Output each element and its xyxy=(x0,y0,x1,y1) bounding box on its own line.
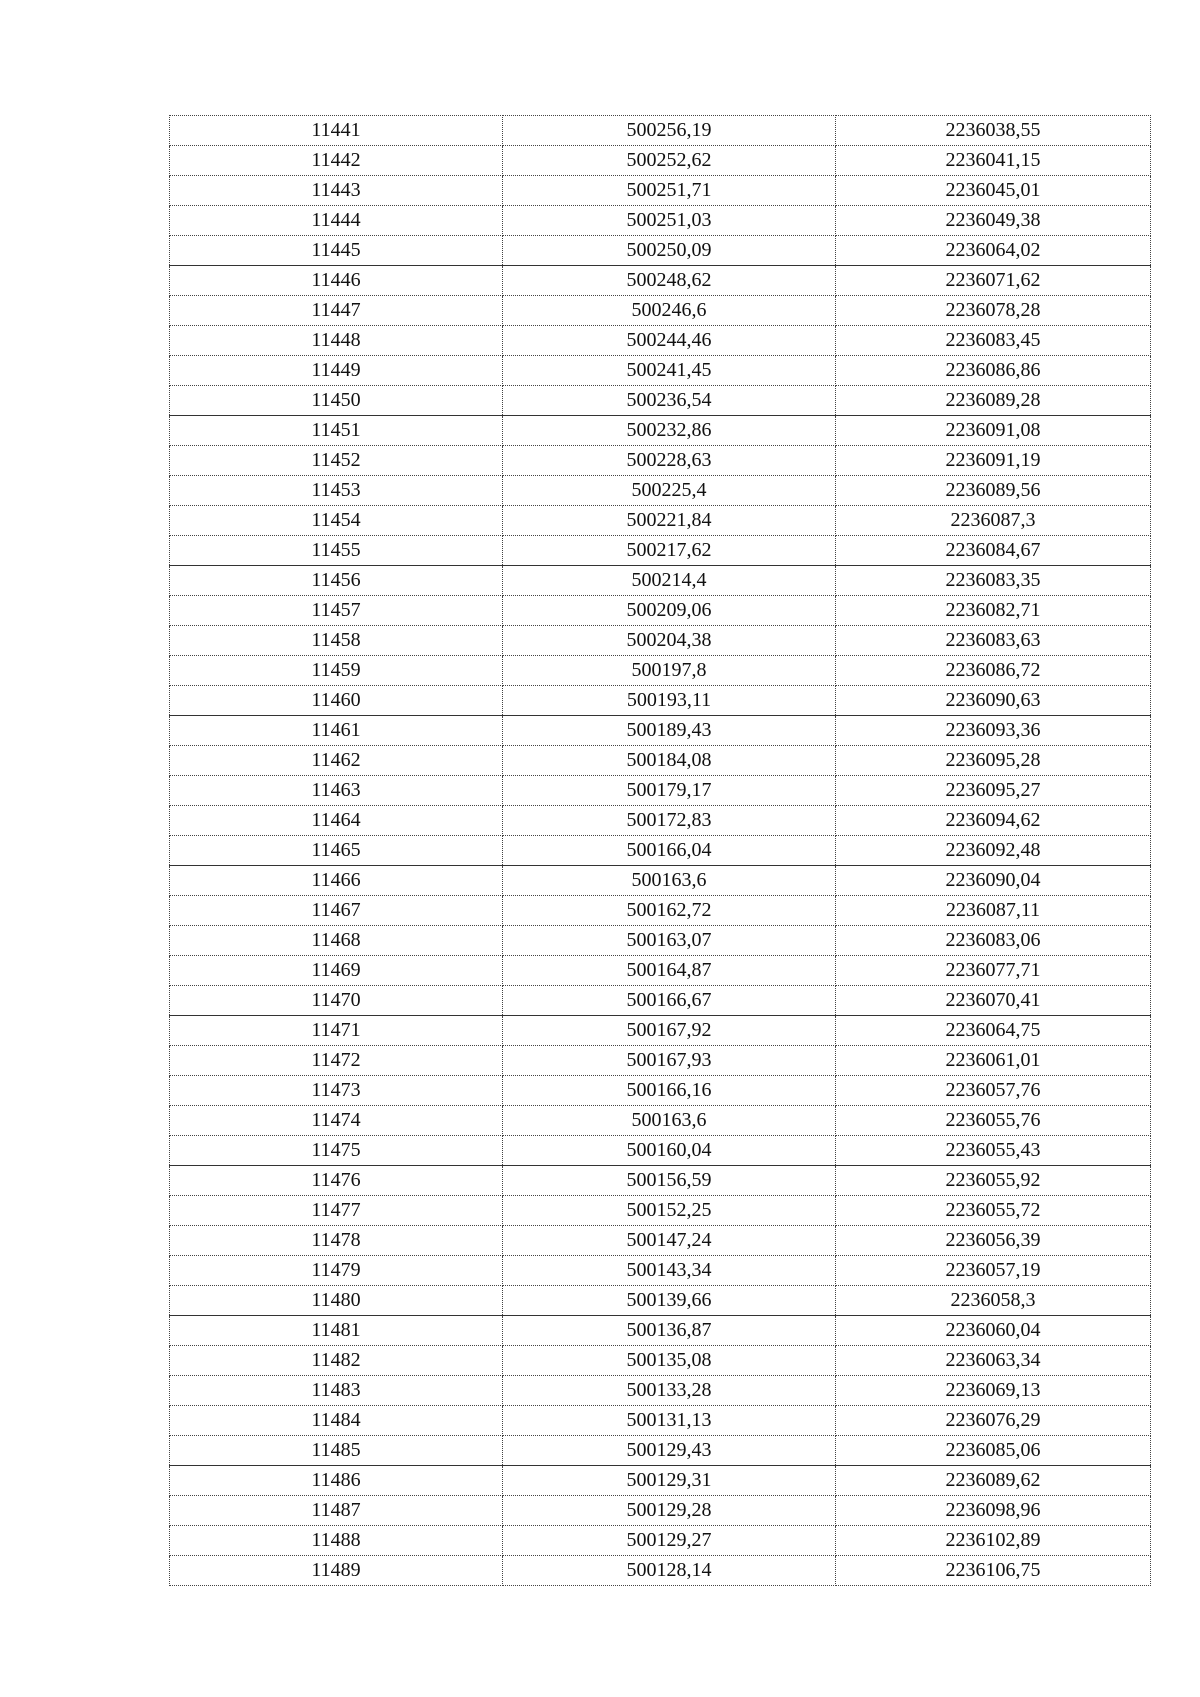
point-number-cell: 11479 xyxy=(170,1256,503,1286)
table-row xyxy=(170,176,1151,206)
y-coordinate-cell: 2236102,89 xyxy=(836,1526,1151,1556)
table-row xyxy=(170,746,1151,776)
point-number-cell: 11482 xyxy=(170,1346,503,1376)
y-coordinate-cell: 2236061,01 xyxy=(836,1046,1151,1076)
y-coordinate-cell: 2236064,02 xyxy=(836,236,1151,266)
point-number-cell: 11457 xyxy=(170,596,503,626)
table-row xyxy=(170,806,1151,836)
table-row xyxy=(170,146,1151,176)
x-coordinate-cell: 500166,67 xyxy=(503,986,836,1016)
point-number-cell: 11486 xyxy=(170,1466,503,1496)
y-coordinate-cell: 2236084,67 xyxy=(836,536,1151,566)
table-row xyxy=(170,866,1151,896)
table-row xyxy=(170,686,1151,716)
point-number-cell: 11483 xyxy=(170,1376,503,1406)
table-row xyxy=(170,596,1151,626)
y-coordinate-cell: 2236095,28 xyxy=(836,746,1151,776)
y-coordinate-cell: 2236089,56 xyxy=(836,476,1151,506)
y-coordinate-cell: 2236090,04 xyxy=(836,866,1151,896)
y-coordinate-cell: 2236087,3 xyxy=(836,506,1151,536)
table-row xyxy=(170,1466,1151,1496)
point-number-cell: 11485 xyxy=(170,1436,503,1466)
table-row xyxy=(170,326,1151,356)
x-coordinate-cell: 500204,38 xyxy=(503,626,836,656)
table-row xyxy=(170,1316,1151,1346)
x-coordinate-cell: 500152,25 xyxy=(503,1196,836,1226)
table-row xyxy=(170,926,1151,956)
x-coordinate-cell: 500133,28 xyxy=(503,1376,836,1406)
table-row xyxy=(170,716,1151,746)
y-coordinate-cell: 2236086,86 xyxy=(836,356,1151,386)
table-row xyxy=(170,476,1151,506)
point-number-cell: 11442 xyxy=(170,146,503,176)
table-row xyxy=(170,116,1151,146)
x-coordinate-cell: 500162,72 xyxy=(503,896,836,926)
y-coordinate-cell: 2236089,62 xyxy=(836,1466,1151,1496)
x-coordinate-cell: 500250,09 xyxy=(503,236,836,266)
x-coordinate-cell: 500251,03 xyxy=(503,206,836,236)
table-row xyxy=(170,236,1151,266)
y-coordinate-cell: 2236089,28 xyxy=(836,386,1151,416)
table-row xyxy=(170,1496,1151,1526)
y-coordinate-cell: 2236060,04 xyxy=(836,1316,1151,1346)
point-number-cell: 11481 xyxy=(170,1316,503,1346)
y-coordinate-cell: 2236038,55 xyxy=(836,116,1151,146)
x-coordinate-cell: 500248,62 xyxy=(503,266,836,296)
y-coordinate-cell: 2236093,36 xyxy=(836,716,1151,746)
table-row xyxy=(170,1256,1151,1286)
x-coordinate-cell: 500252,62 xyxy=(503,146,836,176)
point-number-cell: 11473 xyxy=(170,1076,503,1106)
point-number-cell: 11454 xyxy=(170,506,503,536)
y-coordinate-cell: 2236049,38 xyxy=(836,206,1151,236)
point-number-cell: 11466 xyxy=(170,866,503,896)
y-coordinate-cell: 2236057,19 xyxy=(836,1256,1151,1286)
x-coordinate-cell: 500129,27 xyxy=(503,1526,836,1556)
point-number-cell: 11475 xyxy=(170,1136,503,1166)
point-number-cell: 11467 xyxy=(170,896,503,926)
table-row xyxy=(170,1436,1151,1466)
y-coordinate-cell: 2236063,34 xyxy=(836,1346,1151,1376)
point-number-cell: 11450 xyxy=(170,386,503,416)
x-coordinate-cell: 500166,04 xyxy=(503,836,836,866)
y-coordinate-cell: 2236057,76 xyxy=(836,1076,1151,1106)
point-number-cell: 11451 xyxy=(170,416,503,446)
table-row xyxy=(170,836,1151,866)
y-coordinate-cell: 2236041,15 xyxy=(836,146,1151,176)
point-number-cell: 11480 xyxy=(170,1286,503,1316)
y-coordinate-cell: 2236056,39 xyxy=(836,1226,1151,1256)
point-number-cell: 11458 xyxy=(170,626,503,656)
table-row xyxy=(170,206,1151,236)
x-coordinate-cell: 500129,43 xyxy=(503,1436,836,1466)
table-row xyxy=(170,896,1151,926)
x-coordinate-cell: 500163,6 xyxy=(503,1106,836,1136)
x-coordinate-cell: 500184,08 xyxy=(503,746,836,776)
x-coordinate-cell: 500236,54 xyxy=(503,386,836,416)
x-coordinate-cell: 500135,08 xyxy=(503,1346,836,1376)
y-coordinate-cell: 2236045,01 xyxy=(836,176,1151,206)
table-row xyxy=(170,1406,1151,1436)
point-number-cell: 11441 xyxy=(170,116,503,146)
x-coordinate-cell: 500163,6 xyxy=(503,866,836,896)
table-row xyxy=(170,1076,1151,1106)
x-coordinate-cell: 500179,17 xyxy=(503,776,836,806)
y-coordinate-cell: 2236055,76 xyxy=(836,1106,1151,1136)
y-coordinate-cell: 2236058,3 xyxy=(836,1286,1151,1316)
y-coordinate-cell: 2236085,06 xyxy=(836,1436,1151,1466)
x-coordinate-cell: 500189,43 xyxy=(503,716,836,746)
point-number-cell: 11462 xyxy=(170,746,503,776)
x-coordinate-cell: 500167,92 xyxy=(503,1016,836,1046)
point-number-cell: 11469 xyxy=(170,956,503,986)
point-number-cell: 11465 xyxy=(170,836,503,866)
table-row xyxy=(170,776,1151,806)
table-row xyxy=(170,296,1151,326)
point-number-cell: 11447 xyxy=(170,296,503,326)
point-number-cell: 11474 xyxy=(170,1106,503,1136)
x-coordinate-cell: 500232,86 xyxy=(503,416,836,446)
x-coordinate-cell: 500131,13 xyxy=(503,1406,836,1436)
point-number-cell: 11449 xyxy=(170,356,503,386)
x-coordinate-cell: 500167,93 xyxy=(503,1046,836,1076)
x-coordinate-cell: 500241,45 xyxy=(503,356,836,386)
point-number-cell: 11471 xyxy=(170,1016,503,1046)
table-row xyxy=(170,1376,1151,1406)
point-number-cell: 11455 xyxy=(170,536,503,566)
y-coordinate-cell: 2236092,48 xyxy=(836,836,1151,866)
table-row xyxy=(170,1346,1151,1376)
point-number-cell: 11470 xyxy=(170,986,503,1016)
point-number-cell: 11445 xyxy=(170,236,503,266)
x-coordinate-cell: 500251,71 xyxy=(503,176,836,206)
x-coordinate-cell: 500147,24 xyxy=(503,1226,836,1256)
point-number-cell: 11477 xyxy=(170,1196,503,1226)
x-coordinate-cell: 500197,8 xyxy=(503,656,836,686)
point-number-cell: 11464 xyxy=(170,806,503,836)
y-coordinate-cell: 2236098,96 xyxy=(836,1496,1151,1526)
y-coordinate-cell: 2236091,08 xyxy=(836,416,1151,446)
table-row xyxy=(170,1136,1151,1166)
x-coordinate-cell: 500143,34 xyxy=(503,1256,836,1286)
x-coordinate-cell: 500166,16 xyxy=(503,1076,836,1106)
y-coordinate-cell: 2236090,63 xyxy=(836,686,1151,716)
point-number-cell: 11463 xyxy=(170,776,503,806)
point-number-cell: 11459 xyxy=(170,656,503,686)
table-row xyxy=(170,1556,1151,1586)
point-number-cell: 11460 xyxy=(170,686,503,716)
table-row xyxy=(170,356,1151,386)
y-coordinate-cell: 2236083,06 xyxy=(836,926,1151,956)
table-row xyxy=(170,1046,1151,1076)
x-coordinate-cell: 500193,11 xyxy=(503,686,836,716)
point-number-cell: 11488 xyxy=(170,1526,503,1556)
y-coordinate-cell: 2236087,11 xyxy=(836,896,1151,926)
table-row xyxy=(170,1226,1151,1256)
x-coordinate-cell: 500246,6 xyxy=(503,296,836,326)
coordinates-table xyxy=(169,115,1151,1586)
y-coordinate-cell: 2236086,72 xyxy=(836,656,1151,686)
point-number-cell: 11484 xyxy=(170,1406,503,1436)
table-row xyxy=(170,1016,1151,1046)
point-number-cell: 11456 xyxy=(170,566,503,596)
y-coordinate-cell: 2236069,13 xyxy=(836,1376,1151,1406)
point-number-cell: 11446 xyxy=(170,266,503,296)
table-row xyxy=(170,416,1151,446)
point-number-cell: 11461 xyxy=(170,716,503,746)
table-row xyxy=(170,506,1151,536)
x-coordinate-cell: 500209,06 xyxy=(503,596,836,626)
table-row xyxy=(170,536,1151,566)
y-coordinate-cell: 2236055,72 xyxy=(836,1196,1151,1226)
x-coordinate-cell: 500164,87 xyxy=(503,956,836,986)
point-number-cell: 11489 xyxy=(170,1556,503,1586)
point-number-cell: 11452 xyxy=(170,446,503,476)
y-coordinate-cell: 2236106,75 xyxy=(836,1556,1151,1586)
y-coordinate-cell: 2236083,45 xyxy=(836,326,1151,356)
x-coordinate-cell: 500136,87 xyxy=(503,1316,836,1346)
table-row xyxy=(170,1166,1151,1196)
y-coordinate-cell: 2236070,41 xyxy=(836,986,1151,1016)
y-coordinate-cell: 2236077,71 xyxy=(836,956,1151,986)
x-coordinate-cell: 500217,62 xyxy=(503,536,836,566)
table-row xyxy=(170,266,1151,296)
y-coordinate-cell: 2236076,29 xyxy=(836,1406,1151,1436)
y-coordinate-cell: 2236064,75 xyxy=(836,1016,1151,1046)
coordinates-table-body xyxy=(170,116,1151,1586)
point-number-cell: 11443 xyxy=(170,176,503,206)
x-coordinate-cell: 500214,4 xyxy=(503,566,836,596)
x-coordinate-cell: 500139,66 xyxy=(503,1286,836,1316)
point-number-cell: 11476 xyxy=(170,1166,503,1196)
y-coordinate-cell: 2236083,63 xyxy=(836,626,1151,656)
x-coordinate-cell: 500128,14 xyxy=(503,1556,836,1586)
x-coordinate-cell: 500221,84 xyxy=(503,506,836,536)
point-number-cell: 11472 xyxy=(170,1046,503,1076)
x-coordinate-cell: 500244,46 xyxy=(503,326,836,356)
x-coordinate-cell: 500156,59 xyxy=(503,1166,836,1196)
table-row xyxy=(170,1196,1151,1226)
x-coordinate-cell: 500129,31 xyxy=(503,1466,836,1496)
x-coordinate-cell: 500129,28 xyxy=(503,1496,836,1526)
table-row xyxy=(170,656,1151,686)
x-coordinate-cell: 500160,04 xyxy=(503,1136,836,1166)
y-coordinate-cell: 2236095,27 xyxy=(836,776,1151,806)
table-row xyxy=(170,1106,1151,1136)
point-number-cell: 11468 xyxy=(170,926,503,956)
table-row xyxy=(170,566,1151,596)
y-coordinate-cell: 2236071,62 xyxy=(836,266,1151,296)
table-row xyxy=(170,986,1151,1016)
y-coordinate-cell: 2236078,28 xyxy=(836,296,1151,326)
x-coordinate-cell: 500172,83 xyxy=(503,806,836,836)
table-row xyxy=(170,626,1151,656)
x-coordinate-cell: 500256,19 xyxy=(503,116,836,146)
y-coordinate-cell: 2236091,19 xyxy=(836,446,1151,476)
x-coordinate-cell: 500228,63 xyxy=(503,446,836,476)
x-coordinate-cell: 500163,07 xyxy=(503,926,836,956)
table-row xyxy=(170,1526,1151,1556)
point-number-cell: 11448 xyxy=(170,326,503,356)
y-coordinate-cell: 2236082,71 xyxy=(836,596,1151,626)
table-row xyxy=(170,386,1151,416)
point-number-cell: 11487 xyxy=(170,1496,503,1526)
table-row xyxy=(170,956,1151,986)
x-coordinate-cell: 500225,4 xyxy=(503,476,836,506)
point-number-cell: 11444 xyxy=(170,206,503,236)
table-row xyxy=(170,446,1151,476)
y-coordinate-cell: 2236094,62 xyxy=(836,806,1151,836)
y-coordinate-cell: 2236083,35 xyxy=(836,566,1151,596)
table-row xyxy=(170,1286,1151,1316)
point-number-cell: 11453 xyxy=(170,476,503,506)
point-number-cell: 11478 xyxy=(170,1226,503,1256)
y-coordinate-cell: 2236055,92 xyxy=(836,1166,1151,1196)
y-coordinate-cell: 2236055,43 xyxy=(836,1136,1151,1166)
